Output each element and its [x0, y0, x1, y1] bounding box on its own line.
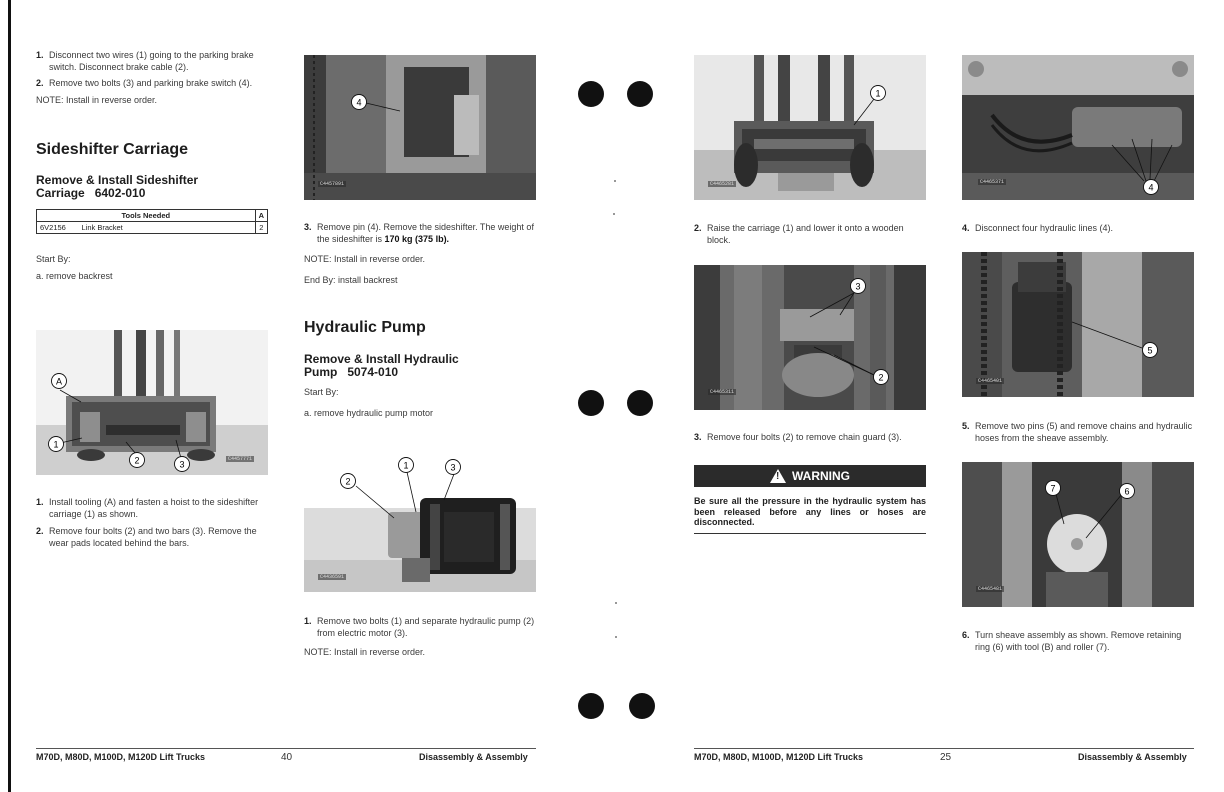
table-cell-part: 6V2156 [37, 222, 79, 234]
right-page-column-3-step3 [694, 432, 926, 444]
right-page-column-4-step4 [962, 223, 1194, 235]
callout-7: 7 [1050, 483, 1056, 494]
table-header: Tools Needed [37, 210, 256, 222]
photo-code: C4465481 [978, 586, 1003, 592]
table-header-row [37, 210, 268, 222]
step-item: 4. Disconnect four hydraulic lines (4). [962, 223, 1114, 233]
step-text: Disconnect two wires (1) going to the parking brake switch. Disconnect brake cable (2). [49, 50, 254, 72]
photo-code: C4465371 [980, 179, 1005, 185]
binder-hole [578, 81, 604, 107]
step-item: 1. Install tooling (A) and fasten a hoist to the sideshifter carriage (1) as shown. [36, 497, 259, 519]
footer-section: Disassembly & Assembly [419, 752, 528, 762]
start-by-label: Start By: [304, 387, 339, 397]
footer-title: M70D, M80D, M100D, M120D Lift Trucks [36, 752, 206, 762]
callout-a: A [55, 376, 63, 387]
table-cell-qty: 2 [255, 222, 267, 234]
photo-code: C4436591 [320, 574, 345, 580]
warning-text: Be sure all the pressure in the hydraulic system has been released before any lines or hoses are disconnected. [694, 496, 926, 527]
scan-speck [613, 213, 615, 215]
step-text: Remove two pins (5) and remove chains and hydraulic hoses from the sheave assembly. [975, 421, 1193, 443]
callout-2: 2 [134, 455, 140, 466]
warning-triangle-icon [770, 469, 786, 483]
sheave-assembly-photo [962, 462, 1194, 607]
start-by-item: a. remove backrest [36, 270, 113, 281]
step-item: 1. Disconnect two wires (1) going to the parking brake switch. Disconnect brake cable (2). [36, 50, 254, 72]
left-page-column-1-steps [36, 497, 268, 549]
scan-speck [614, 180, 616, 182]
photo-code: C4465281 [710, 181, 735, 187]
left-page-column-1 [36, 50, 268, 282]
carriage-raise-photo [694, 55, 926, 200]
subsection-title: Remove & Install Hydraulic Pump 5074-010 [304, 352, 459, 379]
left-page-column-2 [304, 222, 536, 419]
binder-hole [578, 693, 604, 719]
callout-5: 5 [1147, 345, 1153, 356]
end-by: End By: install backrest [304, 274, 398, 285]
binder-hole [629, 693, 655, 719]
warning-rule [694, 533, 926, 534]
scan-speck [615, 602, 617, 604]
callout-4: 4 [1148, 182, 1154, 193]
sideshifter-carriage-photo [36, 330, 268, 475]
callout-1: 1 [875, 88, 881, 99]
callout-2: 2 [878, 372, 884, 383]
callout-3: 3 [855, 281, 861, 292]
callout-3: 3 [450, 462, 456, 473]
sheave-pins-photo [962, 252, 1194, 397]
footer-title: M70D, M80D, M100D, M120D Lift Trucks [694, 752, 864, 762]
sideshifter-pin-photo [304, 55, 536, 200]
step-text: Install tooling (A) and fasten a hoist to the sideshifter carriage (1) as shown. [49, 497, 259, 519]
step-text: Turn sheave assembly as shown. Remove retaining ring (6) with tool (B) and roller (7). [975, 630, 1182, 652]
right-page-column-4-step5 [962, 421, 1194, 444]
section-title: Hydraulic Pump [304, 319, 426, 336]
warning-banner [694, 465, 926, 487]
photo-code: C4457771 [228, 456, 253, 462]
callout-2: 2 [345, 476, 351, 487]
weight-value: 170 kg (375 lb). [384, 233, 450, 244]
footer-rule [694, 748, 1194, 749]
page-number: 40 [281, 752, 293, 763]
table-row [37, 222, 268, 234]
step-item: 2. Remove two bolts (3) and parking brake switch (4). [36, 78, 253, 88]
binder-hole [627, 81, 653, 107]
step-text: Raise the carriage (1) and lower it onto a wooden block. [707, 223, 904, 245]
footer-rule [36, 748, 536, 749]
hydraulic-lines-photo [962, 55, 1194, 200]
binder-hole [578, 390, 604, 416]
note: NOTE: Install in reverse order. [36, 94, 158, 105]
page-number: 25 [940, 752, 952, 763]
photo-code: C4457891 [320, 181, 345, 187]
binder-hole [627, 390, 653, 416]
step-text: Remove two bolts (1) and separate hydraulic pump (2) from electric motor (3). [317, 616, 535, 638]
step-item: 3. Remove pin (4). Remove the sideshifter. The weight of the sideshifter is 170 kg (375 lb). [304, 222, 534, 244]
start-by-label: Start By: [36, 254, 71, 264]
step-text: Remove two bolts (3) and parking brake switch (4). [49, 78, 253, 88]
right-page-column-4-step6 [962, 630, 1194, 653]
photo-code: C4465401 [978, 378, 1003, 384]
warning-label: WARNING [792, 469, 850, 483]
step-text: Remove four bolts (2) to remove chain guard (3). [707, 432, 902, 442]
left-page-column-2-steps [304, 616, 536, 659]
table-cell-name: Link Bracket [79, 222, 256, 234]
step-item: 2. Remove four bolts (2) and two bars (3). Remove the wear pads located behind the bars. [36, 526, 257, 548]
scan-speck [615, 636, 617, 638]
callout-3: 3 [179, 459, 185, 470]
footer-section: Disassembly & Assembly [1078, 752, 1187, 762]
binding-edge-rule [8, 0, 11, 792]
note: NOTE: Install in reverse order. [304, 647, 426, 657]
callout-4: 4 [356, 97, 362, 108]
photo-code: C4465311 [710, 389, 735, 395]
step-item: 6. Turn sheave assembly as shown. Remove retaining ring (6) with tool (B) and roller (7). [962, 630, 1182, 652]
step-item: 1. Remove two bolts (1) and separate hydraulic pump (2) from electric motor (3). [304, 616, 535, 638]
right-page-column-3-step2 [694, 223, 926, 246]
table-header-col: A [255, 210, 267, 222]
chain-guard-photo [694, 265, 926, 410]
subsection-title: Remove & Install Sideshifter Carriage 6402-010 [36, 173, 199, 200]
step-item: 5. Remove two pins (5) and remove chains and hydraulic hoses from the sheave assembly. [962, 421, 1193, 443]
step-text: Remove four bolts (2) and two bars (3). Remove the wear pads located behind the bars. [49, 526, 257, 548]
callout-1: 1 [53, 439, 59, 450]
callout-1: 1 [403, 460, 409, 471]
section-title: Sideshifter Carriage [36, 141, 189, 158]
step-item: 2. Raise the carriage (1) and lower it onto a wooden block. [694, 223, 904, 245]
start-by-item: a. remove hydraulic pump motor [304, 407, 434, 418]
step-text: Disconnect four hydraulic lines (4). [975, 223, 1114, 233]
callout-6: 6 [1124, 486, 1130, 497]
note: NOTE: Install in reverse order. [304, 254, 426, 264]
step-item: 3. Remove four bolts (2) to remove chain guard (3). [694, 432, 902, 442]
step-text: Remove pin (4). Remove the sideshifter. The weight of the sideshifter is [317, 222, 534, 244]
hydraulic-pump-photo [304, 450, 536, 592]
tools-needed-table [36, 209, 268, 234]
